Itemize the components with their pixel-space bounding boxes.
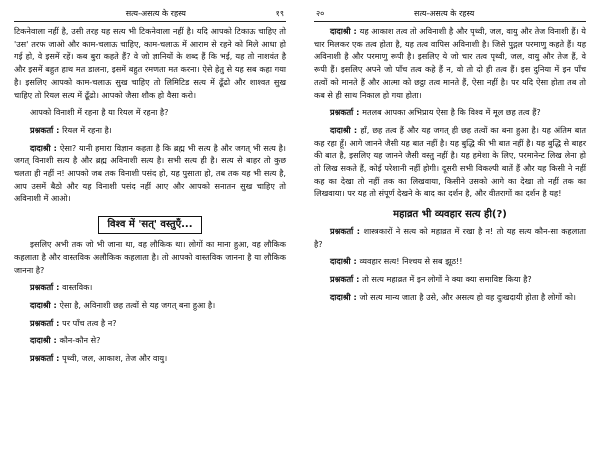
speaker-colon: : [353, 273, 363, 284]
speaker-colon: : [53, 317, 63, 328]
left-page-header [14, 8, 286, 22]
speaker-label: दादाश्री [30, 335, 51, 346]
dialogue-entry [14, 281, 286, 294]
speaker-label: प्रश्नकर्ता [330, 225, 354, 236]
right-page [314, 8, 586, 308]
dialogue-entry [14, 317, 286, 330]
dialogue-entry [14, 299, 286, 312]
dialogue-entry [14, 142, 286, 206]
speaker-colon: : [50, 335, 60, 346]
dialogue-text: वास्तविक। [62, 282, 93, 293]
left-page [14, 8, 286, 370]
dialogue-entry [314, 255, 586, 268]
dialogue-entry [314, 106, 586, 119]
speaker-colon: : [353, 225, 364, 236]
paragraph: टिकनेवाला नहीं है, उसी तरह यह सत्य भी टिकनेवाला नहीं है। यदि आपको टिकाऊ चाहिए तो 'उस' तरफ जाओ और काम-चलाऊ चाहिए, काम-चलाऊ में आराम से रहने को मिले आधा हो गई हो, वे इसमें रहें। कब बुरा कहते हैं? वे जो ज्ञानियों के शब्द हैं कि भई, यह तो नाशवंत है और इसमें बहुत हाथ मत डालना, इसमें बहुत रमणता मत करना। ऐसे हेतु से यह सब कहा गया है। इसलिए आपको काम-चलाऊ सुख चाहिए तो लिमिटिड सत्य में ढूँढो और शाश्वत सुख चाहिए तो रियल सत्य में ढूँढो। आपको जैसा शौक हो वैसा करो। [14, 26, 286, 100]
speaker-label: दादाश्री [330, 124, 351, 135]
dialogue-entry [314, 25, 586, 101]
speaker-label: दादाश्री [30, 299, 51, 310]
section-heading [314, 209, 586, 222]
dialogue-text: हाँ, छह तत्व हैं और यह जगत् ही छह तत्वों का बना हुआ है। यह अंतिम बात कह रहा हूँ। आगे जानने जैसी यह बात नहीं है। यह बुद्धि की भी बात नहीं है। यह बुद्धि से बाहर की बात है, इसलिए यह जानने जैसी वस्तु नहीं है। यह हमेशा के लिए, परमानेन्ट लिख लेना हो तो लिख सकते हैं, कोई परेशानी नहीं होगी। दूसरी सभी विकल्पी बातें हैं और यह किसी ने नहीं कह का देखा तो नहीं तक का लिखवाया, किसीने उसको आगे का देखा तो नहीं तक का लिखवाया। पर यह तो संपूर्ण देखने के बाद का दर्शन है, और वीतरागों का दर्शन है यह! [314, 124, 586, 199]
dialogue-entry [14, 124, 286, 137]
speaker-label: प्रश्नकर्ता [30, 282, 54, 293]
speaker-colon: : [53, 353, 63, 364]
dialogue-text: तो सत्य महाव्रत में इन लोगों ने क्या क्या समाविष्ट किया है? [362, 273, 532, 284]
speaker-colon: : [353, 107, 363, 118]
paragraph-gap [314, 303, 586, 308]
running-title: सत्य-असत्य के रहस्य [414, 9, 475, 18]
dialogue-text: यह आकाश तत्व तो अविनाशी है और पृथ्वी, जल, वायु और तेज विनाशी हैं। ये चार मिलकर एक तत्व होता है, यह तत्व वापिस अविनाशी है। जिसे पुद्गल परमाणु कहते हैं। यह अविनाशी है और परमाणु रूपी है। इसलिए ये जो चार तत्व पृथ्वी, जल, वायु और तेज हैं, वे रूपी हैं। इसलिए अपने जो पाँच तत्व कहे हैं न, वो तो दो ही तत्व हैं। इस दुनिया में इन पाँच तत्वों को मानते हैं और आत्मा को छट्ठा तत्व मानते हैं, ऐसा नहीं है। पर यदि ऐसा होता तब तो कब से ही साथ निकाल हो गया होता। [314, 26, 586, 100]
paragraph-gap [14, 205, 286, 210]
dialogue-text: शास्त्रकारों ने सत्य को महाव्रत में रखा है न! तो यह सत्य कौन-सा कहलाता है? [314, 225, 587, 249]
dialogue-text: जो सत्य मान्य जाता है उसे, और असत्य हो वह दुःखदायी होता है लोगों को। [359, 291, 576, 302]
dialogue-entry [314, 291, 586, 304]
section-heading [14, 216, 286, 234]
left-page-body [14, 25, 286, 370]
speaker-colon: : [350, 256, 360, 267]
paragraph-gap [14, 365, 286, 370]
dialogue-text: रियल में रहना है। [62, 124, 112, 135]
speaker-colon: : [53, 282, 63, 293]
dialogue-text: व्यवहार सत्य! निश्चय से सब झूठ!! [359, 256, 463, 267]
dialogue-entry [14, 334, 286, 347]
running-title: सत्य-असत्य के रहस्य [125, 9, 186, 18]
section-heading-text: महाव्रत भी व्यवहार सत्य ही(?) [393, 209, 507, 221]
right-page-body [314, 25, 586, 308]
dialogue-text: कौन-कौन से? [59, 335, 101, 346]
speaker-colon: : [53, 124, 63, 135]
speaker-label: दादाश्री [30, 142, 51, 153]
dialogue-entry [314, 225, 586, 250]
speaker-colon: : [50, 299, 60, 310]
speaker-colon: : [350, 291, 360, 302]
dialogue-entry [314, 273, 586, 286]
speaker-label: दादाश्री [330, 291, 351, 302]
speaker-label: दादाश्री [330, 256, 351, 267]
dialogue-text: पर पाँच तत्व है न? [62, 317, 117, 328]
dialogue-entry [314, 124, 586, 200]
speaker-label: प्रश्नकर्ता [330, 107, 354, 118]
section-heading-text: विश्व में 'सत्' वस्तुएँ... [98, 216, 201, 234]
speaker-label: दादाश्री [330, 26, 351, 36]
speaker-colon: : [350, 124, 361, 135]
dialogue-text: पृथ्वी, जल, आकाश, तेज और वायु। [62, 353, 168, 364]
speaker-label: प्रश्नकर्ता [30, 317, 54, 328]
right-page-header [314, 8, 586, 22]
paragraph: आपको विनाशी में रहना है या रियल में रहना है? [30, 107, 169, 118]
dialogue-text: मतलब आपका अभिप्राय ऐसा है कि विश्व में मूल छह तत्व हैं? [362, 107, 541, 118]
page-number: २० [316, 9, 325, 18]
paragraph-gap [314, 200, 586, 205]
speaker-label: प्रश्नकर्ता [30, 124, 54, 135]
speaker-label: प्रश्नकर्ता [30, 353, 54, 364]
paragraph: इसलिए अभी तक जो भी जाना था, वह लौकिक था। लोगों का माना हुआ, वह लौकिक कहलाता है और वास्तविक अलौकिक कहलाता है। तो आपको वास्तविक जानना है या लौकिक जानना है? [14, 239, 286, 275]
speaker-colon: : [350, 26, 360, 36]
dialogue-entry [14, 352, 286, 365]
dialogue-text: ऐसा है, अविनाशी छह तत्वों से यह जगत् बना हुआ है। [59, 299, 216, 310]
dialogue-text: ऐसा? यानी हमारा विज्ञान कहता है कि ब्रह्म भी सत्य है और जगत् भी सत्य है। जगत् विनाशी सत्य है और ब्रह्म अविनाशी सत्य है। सभी सत्य ही है। सत्य से बाहर तो कुछ चलता ही नहीं न! आपको जब तक विनाशी पसंद हो, यह पुसाता हो, तब तक यह भी सत्य है, आप उसमें बैठो और यह विनाशी पसंद नहीं आए और आपको सनातन सुख चाहिए तो अविनाशी में आओ। [14, 142, 286, 204]
speaker-colon: : [50, 142, 60, 153]
speaker-label: प्रश्नकर्ता [330, 273, 354, 284]
page-number: १९ [275, 9, 284, 18]
